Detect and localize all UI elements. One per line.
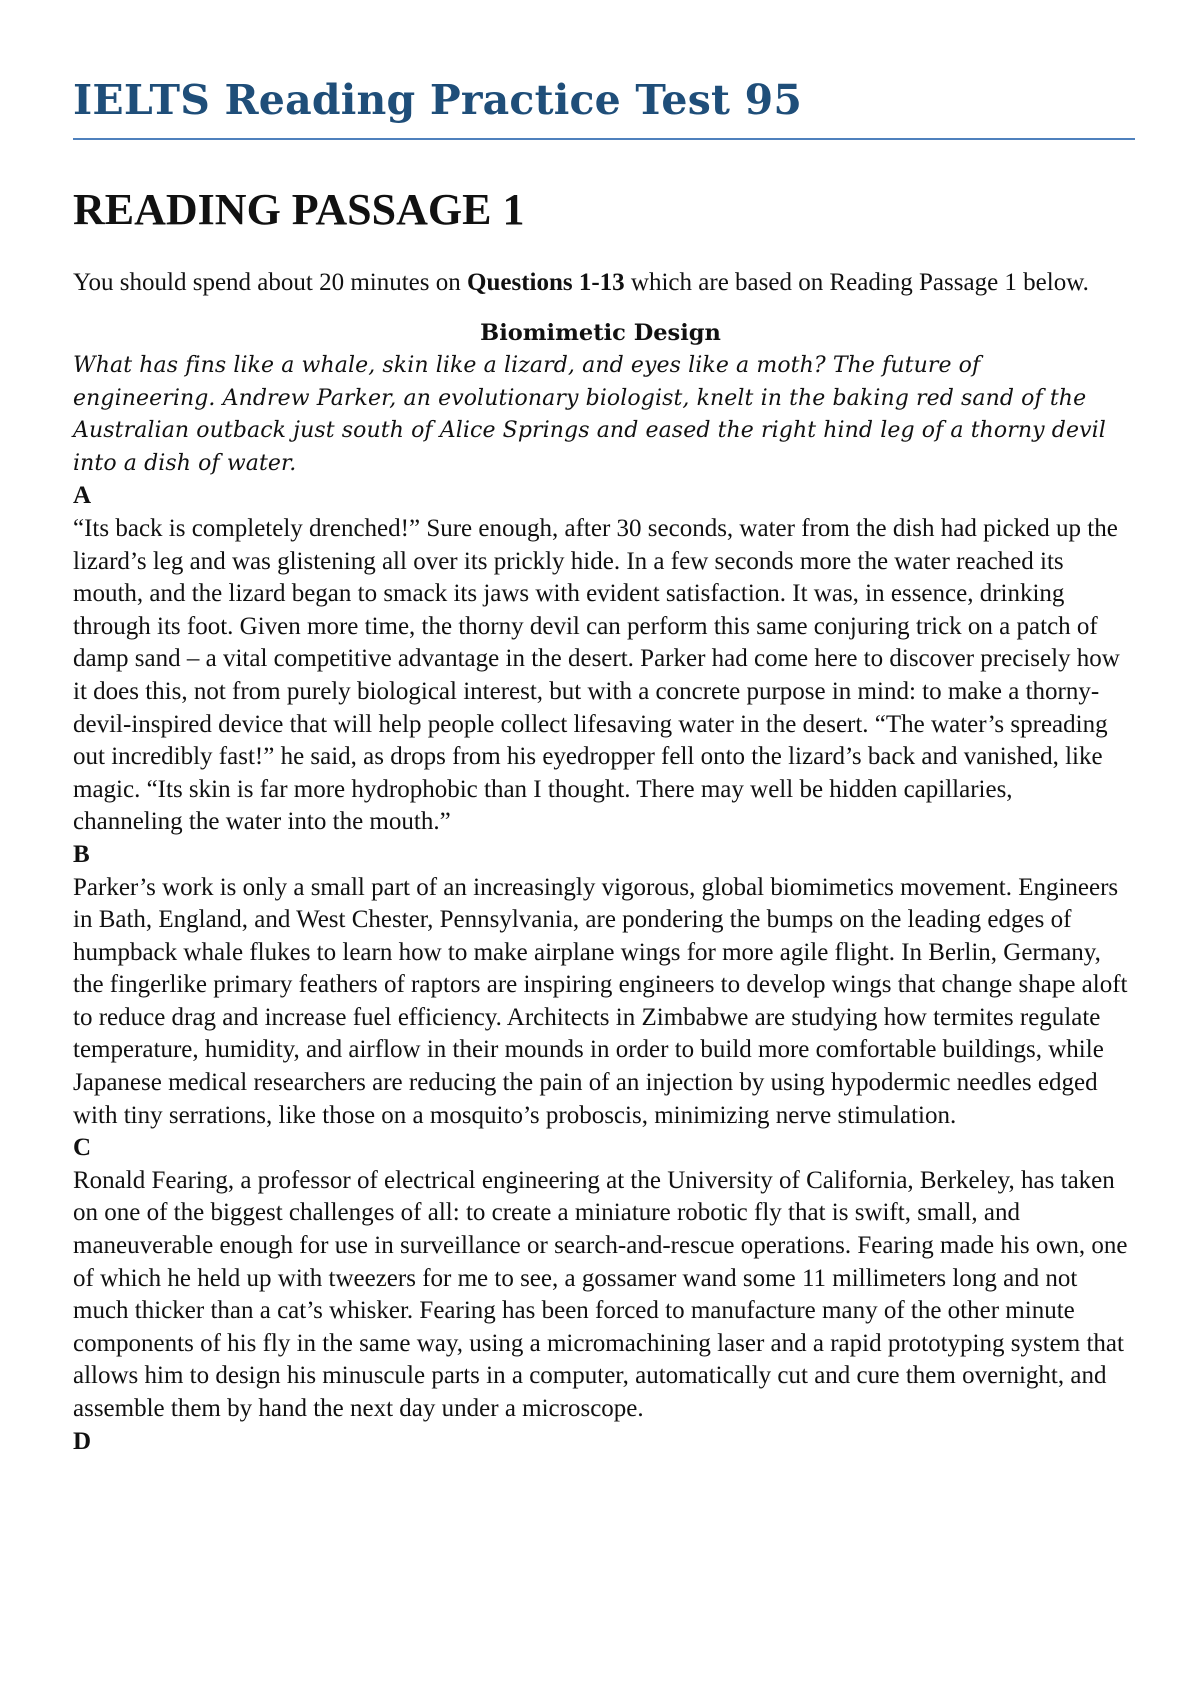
section-paragraph-c: Ronald Fearing, a professor of electrical engineering at the University of California, Berkeley, has taken on one of the biggest challenges of all: to create a miniature robotic fly that is swift, small, and maneuverable enough for use in surveillance or search-and-rescue operations. Fearing made his own, one of which he held up with tweezers for me to see, a gossamer wand some 11 millimeters long and not much thicker than a cat’s whisker. Fearing has been forced to manufacture many of the other minute components of his fly in the same way, using a micromachining laser and a rapid prototyping system that allows him to design his minuscule parts in a computer, automatically cut and cure them overnight, and assemble them by hand the next day under a microscope. — [73, 1166, 1128, 1422]
section-paragraph-b: Parker’s work is only a small part of an increasingly vigorous, global biomimetics movement. Engineers in Bath, England, and West Chester, Pennsylvania, are pondering the bumps on the leading edges of humpback whale flukes to learn how to make airplane wings for more agile flight. In Berlin, Germany, the fingerlike primary feathers of raptors are inspiring engineers to develop wings that change shape aloft to reduce drag and increase fuel efficiency. Architects in Zimbabwe are studying how termites regulate temperature, humidity, and airflow in their mounds in order to build more comfortable buildings, while Japanese medical researchers are reducing the pain of an injection by using hypodermic needles edged with tiny serrations, like those on a mosquito’s proboscis, minimizing nerve stimulation. — [73, 873, 1128, 1129]
instructions — [73, 266, 1128, 299]
section-paragraph-a: “Its back is completely drenched!” Sure enough, after 30 seconds, water from the dish had picked up the lizard’s leg and was glistening all over its prickly hide. In a few seconds more the water reached its mouth, and the lizard began to smack its jaws with evident satisfaction. It was, in essence, drinking through its foot. Given more time, the thorny devil can perform this same conjuring trick on a patch of damp sand – a vital competitive advantage in the desert. Parker had come here to discover precisely how it does this, not from purely biological interest, but with a concrete purpose in mind: to make a thorny-devil-inspired device that will help people collect lifesaving water in the desert. “The water’s spreading out incredibly fast!” he said, as drops from his eyedropper fell onto the lizard’s back and vanished, like magic. “Its skin is far more hydrophobic than I thought. There may well be hidden capillaries, channeling the water into the mouth.” — [73, 514, 1120, 836]
instructions-questions-range: Questions 1-13 — [467, 269, 625, 296]
passage-heading: READING PASSAGE 1 — [73, 185, 525, 234]
document-title: IELTS Reading Practice Test 95 — [73, 76, 803, 124]
instructions-text-start: You should spend about 20 minutes on — [73, 269, 468, 296]
instructions-text-end: which are based on Reading Passage 1 below. — [624, 269, 1089, 296]
title-underline — [73, 138, 1135, 140]
article-title: Biomimetic Design — [480, 320, 721, 346]
section-letter-a: A — [73, 482, 92, 510]
section-letter-c: C — [73, 1134, 92, 1162]
section-letter-d: D — [73, 1427, 92, 1455]
article-intro: What has fins like a whale, skin like a lizard, and eyes like a moth? The future of engineering. Andrew Parker, an evolutionary biologist, knelt in the baking red sand of the Australian outback just south of Alice Springs and eased the right hind leg of a thorny devil into a dish of water. — [73, 353, 1106, 476]
section-letter-b: B — [73, 840, 90, 868]
